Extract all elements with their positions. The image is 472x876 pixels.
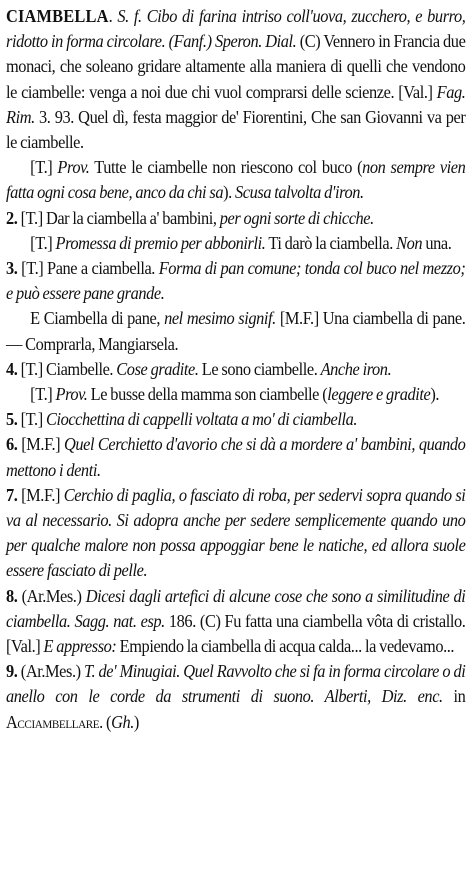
sense-9 bbox=[6, 659, 465, 735]
text-run: ). bbox=[430, 384, 440, 405]
text-run: Cerchio di paglia, o fasciato di roba, per sedervi sopra quando si va al necessario. Si adopra anche per sedere semplicemente quando uno per qualche malore non possa appoggiar bene le natiche, ed allora suole essere fasciato di pelle. bbox=[6, 484, 466, 581]
text-run: Ti darò la ciambella. bbox=[265, 232, 397, 253]
text-run: [T.] Dar la ciambella a' bambini, bbox=[17, 207, 220, 228]
text-run: [T.] bbox=[30, 384, 56, 405]
text-run: Quel Cerchietto d'avorio che si dà a mordere a' bambini, quando mettono i denti. bbox=[6, 434, 466, 480]
sense-5 bbox=[6, 407, 465, 432]
sense-3-sub bbox=[6, 306, 465, 356]
text-run: [M.F.] bbox=[17, 434, 64, 455]
sense-3 bbox=[6, 256, 465, 306]
sense-2 bbox=[6, 206, 465, 231]
text-run: Cose gradite. bbox=[116, 358, 199, 379]
text-run: Le busse della mamma son ciambelle ( bbox=[87, 384, 328, 405]
text-run: 2. bbox=[6, 207, 18, 228]
text-run: in bbox=[442, 686, 466, 707]
text-run: [T.] Ciambelle. bbox=[17, 358, 117, 379]
sense-7 bbox=[6, 483, 465, 584]
text-run: una. bbox=[422, 232, 452, 253]
text-run: non sempre vien fatta ogni cosa bene, anco da chi sa bbox=[6, 157, 466, 203]
text-run: [M.F.] Una ciambella di pane. — Comprarla, Mangiarsela. bbox=[6, 308, 466, 354]
text-run: Ciocchettina di cappelli voltata a mo' di ciambella. bbox=[45, 409, 358, 430]
text-run: T. de' Minugiai. Quel Ravvolto che si fa in forma circolare o di anello con le corde da strumenti di suono. Alberti, Diz. enc. bbox=[6, 661, 466, 707]
definition-body bbox=[6, 6, 465, 152]
text-run: Empiendo la ciambella di acqua calda... la vedevamo... bbox=[116, 636, 455, 657]
text-run: [T.] bbox=[30, 157, 58, 178]
text-run: 6. bbox=[6, 434, 18, 455]
text-run: 186. (C) Fu fatta una ciambella vôta di cristallo. [Val.] bbox=[6, 610, 466, 657]
sense-4 bbox=[6, 357, 465, 382]
text-run: (Ar.Mes.) bbox=[17, 585, 86, 606]
proverb-paragraph bbox=[6, 155, 465, 205]
text-run: ). bbox=[223, 182, 235, 203]
text-run: ) bbox=[133, 711, 139, 732]
text-run: 8. bbox=[6, 585, 18, 606]
text-run: [T.] Pane a ciambella. bbox=[17, 258, 159, 279]
text-run: E Ciambella di pane, bbox=[30, 308, 165, 329]
text-run: [M.F.] bbox=[17, 484, 64, 505]
text-run: 3. bbox=[6, 258, 18, 279]
text-run: Prov. bbox=[57, 157, 90, 178]
text-run: ( bbox=[102, 711, 112, 732]
text-run: Promessa di premio per abbonirli. bbox=[55, 232, 266, 253]
text-run: E appresso: bbox=[43, 636, 117, 657]
text-run: Cibo di farina intriso coll'uova, zucchero, e burro, ridotto in forma circolare. (Fanf.) Speron. Dial. bbox=[6, 6, 466, 52]
text-run: Forma di pan comune; tonda col buco nel mezzo; e può essere pane grande. bbox=[6, 258, 466, 304]
headword: CIAMBELLA bbox=[6, 6, 109, 26]
text-run: [T.] bbox=[30, 232, 56, 253]
text-run: Fag. Rim. bbox=[6, 81, 466, 127]
grammar-label: S. f. bbox=[117, 6, 142, 26]
text-run: 9. bbox=[6, 661, 18, 682]
sense-6 bbox=[6, 432, 465, 482]
text-run: Anche iron. bbox=[320, 358, 392, 379]
text-run: Gh. bbox=[111, 711, 134, 732]
text-run: Le sono ciambelle. bbox=[198, 358, 321, 379]
text-run: Tutte le ciambelle non riescono col buco ( bbox=[89, 157, 363, 178]
sense-4-sub bbox=[6, 382, 465, 407]
text-run: [T.] bbox=[17, 409, 46, 430]
text-run: (Ar.Mes.) bbox=[17, 661, 85, 682]
text-run: 4. bbox=[6, 358, 18, 379]
sense-8 bbox=[6, 584, 465, 660]
text-run: Prov. bbox=[55, 384, 88, 405]
text-run: per ogni sorte di chicche. bbox=[219, 207, 374, 228]
text-run: 3. 93. Quel dì, festa maggior de' Fiorentini, Che san Giovanni va per le ciambelle. bbox=[6, 106, 466, 153]
text-run: Acciambellare. bbox=[6, 711, 103, 732]
text-run: 5. bbox=[6, 409, 18, 430]
text-run: Scusa talvolta d'iron. bbox=[234, 182, 364, 203]
text-run: Non bbox=[396, 232, 423, 253]
entry-definition bbox=[6, 4, 465, 155]
text-run: 7. bbox=[6, 484, 18, 505]
text-run: Dicesi dagli artefici di alcune cose che sono a similitudine di ciambella. Sagg. nat. esp. bbox=[6, 585, 466, 631]
text-run: leggere e gradite bbox=[327, 384, 431, 405]
text-run: (C) Vennero in Francia due monaci, che soleano gridare altamente alla maniera di quelli che vendono le ciambelle: venga a noi due chi vuol comprarsi delle scienze. [Val.] bbox=[6, 31, 466, 102]
sense-2-sub bbox=[6, 231, 465, 256]
text-run: nel mesimo signif. bbox=[164, 308, 276, 329]
headword-period: . bbox=[108, 6, 118, 26]
